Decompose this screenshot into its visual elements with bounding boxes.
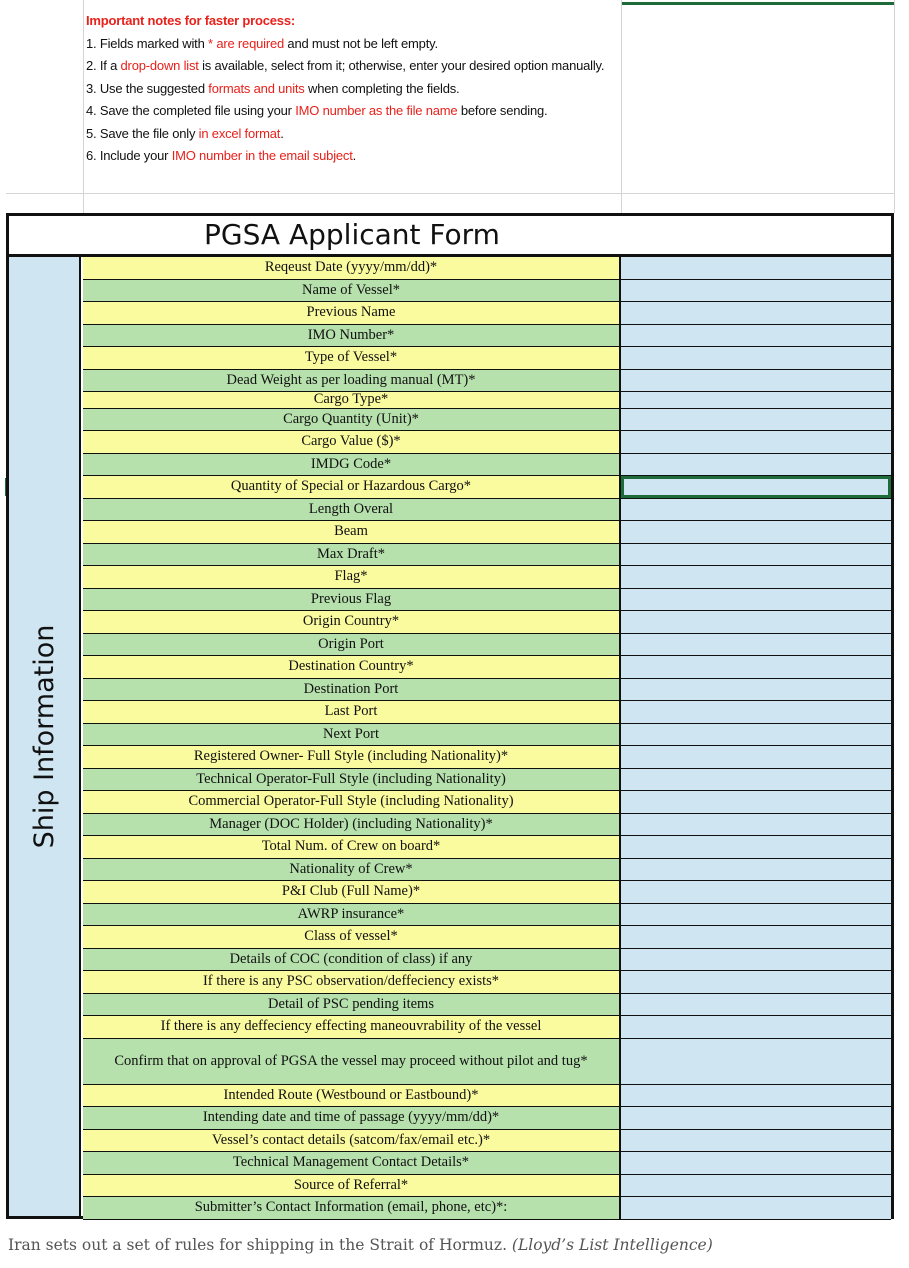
form-row (83, 1016, 891, 1039)
field-value-cell[interactable] (621, 409, 891, 431)
notes-title: Important notes for faster process: (86, 13, 295, 28)
field-value-cell[interactable] (621, 392, 891, 408)
caption-text: Iran sets out a set of rules for shipping in the Strait of Hormuz. (8, 1236, 512, 1254)
field-label: Commercial Operator-Full Style (including Nationality) (83, 791, 621, 813)
field-label: Flag* (83, 566, 621, 588)
form-row (83, 1175, 891, 1198)
field-value-cell[interactable] (621, 724, 891, 746)
field-label: Origin Port (83, 634, 621, 656)
note-highlight: IMO number as the file name (295, 103, 458, 118)
field-value-cell[interactable] (621, 257, 891, 279)
field-label: Source of Referral* (83, 1175, 621, 1197)
field-value-cell[interactable] (621, 611, 891, 633)
form-row (83, 634, 891, 657)
field-label: Detail of PSC pending items (83, 994, 621, 1016)
note-text: . (352, 148, 357, 163)
form-row (83, 280, 891, 303)
field-value-cell[interactable] (621, 431, 891, 453)
note-text: 3. Use the suggested (86, 80, 209, 96)
form-row (83, 971, 891, 994)
note-highlight: drop-down list (120, 58, 199, 73)
section-sidebar (9, 257, 81, 1216)
field-value-cell[interactable] (621, 544, 891, 566)
form-row (83, 589, 891, 612)
form-row (83, 1152, 891, 1175)
field-value-cell[interactable] (621, 1130, 891, 1152)
field-value-cell[interactable] (621, 881, 891, 903)
field-value-cell[interactable] (621, 746, 891, 768)
field-label: P&I Club (Full Name)* (83, 881, 621, 903)
note-item (86, 78, 616, 101)
section-label: Ship Information (28, 624, 60, 849)
gridline (83, 0, 84, 213)
gridline (894, 0, 895, 213)
field-value-cell[interactable] (621, 971, 891, 993)
form-row (83, 859, 891, 882)
field-label: Technical Management Contact Details* (83, 1152, 621, 1174)
field-label: Details of COC (condition of class) if any (83, 949, 621, 971)
field-value-cell[interactable] (621, 370, 891, 391)
form-row (83, 1039, 891, 1085)
form-row (83, 679, 891, 702)
form-row (83, 656, 891, 679)
field-value-cell[interactable] (621, 949, 891, 971)
field-value-cell[interactable] (621, 1152, 891, 1174)
field-label: Length Overal (83, 499, 621, 521)
field-label: Destination Country* (83, 656, 621, 678)
form-row (83, 724, 891, 747)
field-value-cell[interactable] (621, 926, 891, 948)
form-row (83, 476, 891, 499)
field-value-cell[interactable] (621, 454, 891, 476)
field-label: Previous Name (83, 302, 621, 324)
field-value-cell[interactable] (621, 679, 891, 701)
note-text: 6. Include your (86, 148, 172, 163)
form-row (83, 499, 891, 522)
form-row (83, 409, 891, 432)
note-highlight: * are required (208, 35, 285, 51)
field-value-cell[interactable] (621, 347, 891, 369)
note-text: 1. Fields marked with (86, 35, 209, 51)
field-label: Next Port (83, 724, 621, 746)
form-row (83, 926, 891, 949)
form-row (83, 791, 891, 814)
form-row (83, 1197, 891, 1220)
field-value-cell[interactable] (621, 476, 891, 498)
field-value-cell[interactable] (621, 836, 891, 858)
gridline (621, 0, 622, 213)
form-row (83, 814, 891, 837)
form-row (83, 701, 891, 724)
form-title: PGSA Applicant Form (204, 218, 500, 251)
form-row (83, 994, 891, 1017)
notes-list (86, 33, 616, 168)
note-item (86, 55, 616, 78)
note-text: before sending. (457, 103, 548, 118)
field-label: Beam (83, 521, 621, 543)
field-value-cell[interactable] (621, 1107, 891, 1129)
field-label: Submitter’s Contact Information (email, phone, etc)*: (83, 1197, 621, 1219)
note-text: 5. Save the file only (86, 125, 199, 141)
note-item (86, 145, 616, 168)
note-highlight: IMO number in the email subject (171, 148, 353, 163)
form-row (83, 611, 891, 634)
field-label: Cargo Type* (83, 392, 621, 408)
field-label: Origin Country* (83, 611, 621, 633)
field-label: Manager (DOC Holder) (including Nationality)* (83, 814, 621, 836)
form-row (83, 746, 891, 769)
note-highlight: in excel format (198, 125, 281, 141)
form-row (83, 431, 891, 454)
field-value-cell[interactable] (621, 566, 891, 588)
form-row (83, 325, 891, 348)
note-text: is available, select from it; otherwise, enter your desired option manually. (198, 58, 605, 73)
field-label: Vessel’s contact details (satcom/fax/email etc.)* (83, 1130, 621, 1152)
field-label: Destination Port (83, 679, 621, 701)
field-label: IMDG Code* (83, 454, 621, 476)
field-label: Nationality of Crew* (83, 859, 621, 881)
field-label: IMO Number* (83, 325, 621, 347)
field-value-cell[interactable] (621, 325, 891, 347)
field-value-cell[interactable] (621, 994, 891, 1016)
field-value-cell[interactable] (621, 521, 891, 543)
field-label: Total Num. of Crew on board* (83, 836, 621, 858)
field-label: Technical Operator-Full Style (including Nationality) (83, 769, 621, 791)
field-label: Previous Flag (83, 589, 621, 611)
form-row (83, 347, 891, 370)
field-value-cell[interactable] (621, 904, 891, 926)
field-label: Cargo Quantity (Unit)* (83, 409, 621, 431)
field-value-cell[interactable] (621, 859, 891, 881)
field-label: Type of Vessel* (83, 347, 621, 369)
form-row (83, 566, 891, 589)
caption-source: (Lloyd’s List Intelligence) (511, 1236, 713, 1254)
form-row (83, 1130, 891, 1153)
form-row (83, 881, 891, 904)
note-item (86, 100, 616, 123)
field-label: Intended Route (Westbound or Eastbound)* (83, 1085, 621, 1107)
field-value-cell[interactable] (621, 769, 891, 791)
note-text: 2. If a (86, 58, 121, 73)
field-value-cell[interactable] (621, 1197, 891, 1219)
field-label: Quantity of Special or Hazardous Cargo* (83, 476, 621, 498)
field-value-cell[interactable] (621, 589, 891, 611)
important-notes (86, 10, 616, 168)
field-label: If there is any PSC observation/deffeciency exists* (83, 971, 621, 993)
field-label: Class of vessel* (83, 926, 621, 948)
field-value-cell[interactable] (621, 634, 891, 656)
field-value-cell[interactable] (621, 499, 891, 521)
form-row (83, 544, 891, 567)
note-highlight: formats and units (208, 80, 305, 96)
field-value-cell[interactable] (621, 1016, 891, 1038)
field-value-cell[interactable] (621, 701, 891, 723)
form-row (83, 1085, 891, 1108)
form-row (83, 836, 891, 859)
form-row (83, 521, 891, 544)
form-row (83, 769, 891, 792)
field-label: Dead Weight as per loading manual (MT)* (83, 370, 621, 391)
field-label: Intending date and time of passage (yyyy/mm/dd)* (83, 1107, 621, 1129)
note-text: when completing the fields. (304, 80, 460, 96)
field-label: Reqeust Date (yyyy/mm/dd)* (83, 257, 621, 279)
form-row (83, 904, 891, 927)
note-item (86, 123, 616, 146)
field-value-cell[interactable] (621, 302, 891, 324)
field-value-cell[interactable] (621, 1039, 891, 1084)
form-row (83, 302, 891, 325)
form-row (83, 392, 891, 409)
field-value-cell[interactable] (621, 656, 891, 678)
note-text: and must not be left empty. (284, 35, 438, 51)
field-label: Cargo Value ($)* (83, 431, 621, 453)
field-label: Max Draft* (83, 544, 621, 566)
form-row (83, 949, 891, 972)
field-label: Name of Vessel* (83, 280, 621, 302)
field-label: Confirm that on approval of PGSA the vessel may proceed without pilot and tug* (83, 1039, 621, 1084)
image-caption (8, 1236, 713, 1254)
field-value-cell[interactable] (621, 814, 891, 836)
field-label: AWRP insurance* (83, 904, 621, 926)
field-value-cell[interactable] (621, 1175, 891, 1197)
form-row (83, 454, 891, 477)
form-row (83, 1107, 891, 1130)
note-text: . (280, 125, 284, 141)
field-value-cell[interactable] (621, 791, 891, 813)
gridline (6, 193, 894, 194)
form-row (83, 370, 891, 392)
form-row (83, 257, 891, 280)
field-label: If there is any deffeciency effecting maneouvrability of the vessel (83, 1016, 621, 1038)
field-value-cell[interactable] (621, 280, 891, 302)
field-label: Last Port (83, 701, 621, 723)
note-text: 4. Save the completed file using your (86, 103, 296, 118)
form-fields (83, 257, 891, 1220)
selection-edge (622, 2, 894, 5)
field-label: Registered Owner- Full Style (including Nationality)* (83, 746, 621, 768)
note-item (86, 33, 616, 56)
field-value-cell[interactable] (621, 1085, 891, 1107)
